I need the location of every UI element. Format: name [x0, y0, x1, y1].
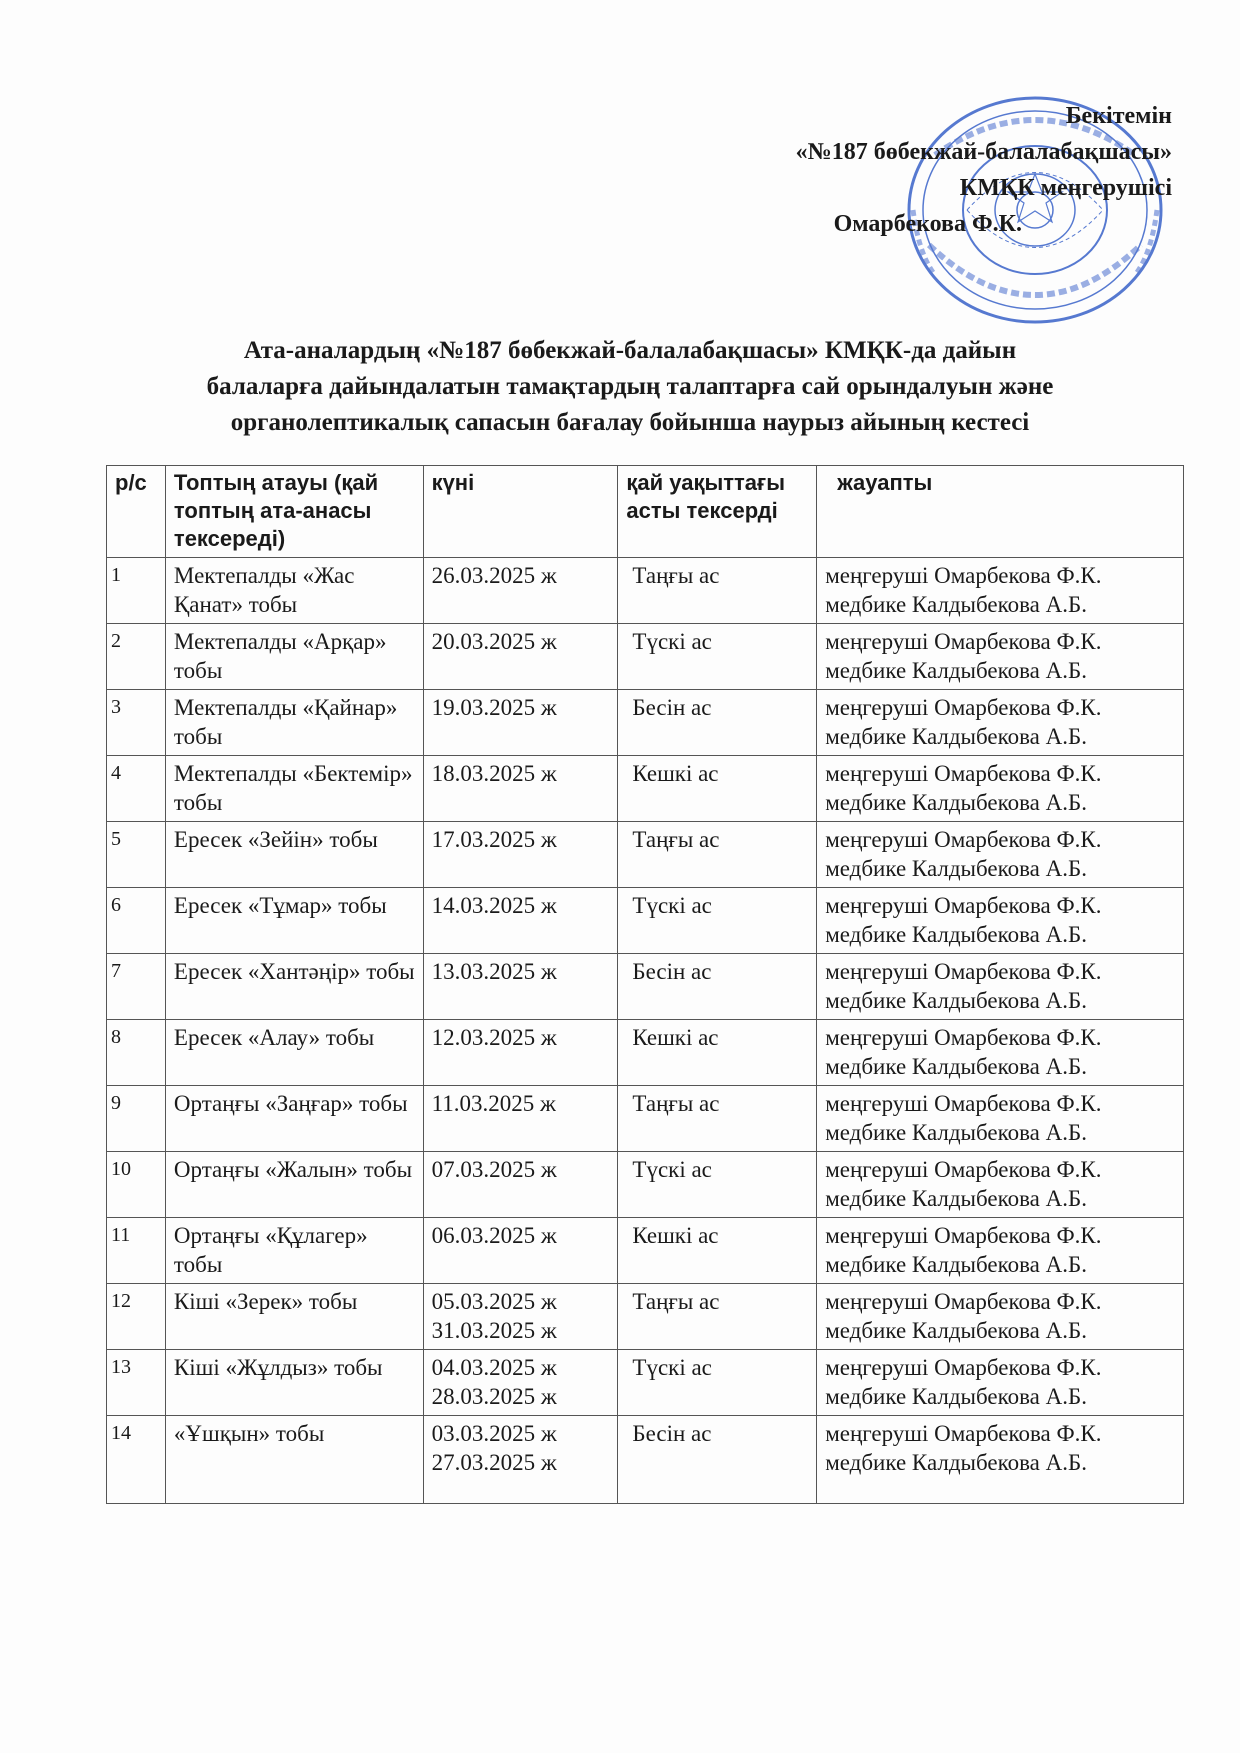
header-responsible: жауапты: [817, 466, 1184, 558]
responsible-persons: [817, 558, 1184, 624]
check-dates: [423, 756, 618, 822]
responsible-person: медбике Калдыбекова А.Б.: [825, 1318, 1087, 1343]
responsible-persons: [817, 1284, 1184, 1350]
meal-time: Кешкі ас: [618, 1020, 817, 1086]
table-header-row: [107, 466, 1184, 558]
title-line-3: органолептикалық сапасын бағалау бойынша наурыз айының кестесі: [230, 409, 1030, 436]
approval-line-2: «№187 бөбекжай-балалабақшасы»: [795, 139, 1172, 165]
table-row: [107, 624, 1184, 690]
row-number: 14: [107, 1416, 166, 1504]
check-dates: [423, 690, 618, 756]
responsible-person: меңгеруші Омарбекова Ф.К.: [825, 827, 1102, 852]
responsible-persons: [817, 1218, 1184, 1284]
header-num: р/с: [107, 466, 166, 558]
meal-time: Таңғы ас: [618, 1284, 817, 1350]
responsible-person: меңгеруші Омарбекова Ф.К.: [825, 1091, 1102, 1116]
responsible-person: меңгеруші Омарбекова Ф.К.: [825, 629, 1102, 654]
table-row: [107, 954, 1184, 1020]
row-number: 10: [107, 1152, 166, 1218]
responsible-persons: [817, 1416, 1184, 1504]
responsible-persons: [817, 888, 1184, 954]
responsible-persons: [817, 690, 1184, 756]
table-row: [107, 1416, 1184, 1504]
responsible-person: меңгеруші Омарбекова Ф.К.: [825, 893, 1102, 918]
group-name: «Ұшқын» тобы: [165, 1416, 423, 1504]
group-name: Ересек «Зейін» тобы: [165, 822, 423, 888]
responsible-persons: [817, 1086, 1184, 1152]
row-number: 11: [107, 1218, 166, 1284]
table-row: [107, 1020, 1184, 1086]
row-number: 5: [107, 822, 166, 888]
responsible-person: меңгеруші Омарбекова Ф.К.: [825, 1289, 1102, 1314]
row-number: 3: [107, 690, 166, 756]
responsible-person: меңгеруші Омарбекова Ф.К.: [825, 695, 1102, 720]
row-number: 13: [107, 1350, 166, 1416]
row-number: 12: [107, 1284, 166, 1350]
responsible-person: меңгеруші Омарбекова Ф.К.: [825, 1223, 1102, 1248]
responsible-person: меңгеруші Омарбекова Ф.К.: [825, 1421, 1102, 1446]
check-date: 11.03.2025 ж: [431, 1091, 556, 1116]
check-date: 19.03.2025 ж: [431, 695, 557, 720]
meal-time: Бесін ас: [618, 1416, 817, 1504]
title-line-1: Ата-аналардың «№187 бөбекжай-балалабақшасы» КМҚК-да дайын: [243, 337, 1017, 364]
responsible-person: меңгеруші Омарбекова Ф.К.: [825, 1157, 1102, 1182]
check-date: 13.03.2025 ж: [431, 959, 557, 984]
responsible-person: медбике Калдыбекова А.Б.: [825, 1054, 1087, 1079]
approval-line-4: Омарбекова Ф.К.: [833, 211, 1022, 237]
table-row: [107, 756, 1184, 822]
row-number: 9: [107, 1086, 166, 1152]
responsible-person: медбике Калдыбекова А.Б.: [825, 1186, 1087, 1211]
check-dates: [423, 558, 618, 624]
responsible-persons: [817, 1350, 1184, 1416]
row-number: 7: [107, 954, 166, 1020]
responsible-person: медбике Калдыбекова А.Б.: [825, 1252, 1087, 1277]
check-date: 07.03.2025 ж: [431, 1157, 557, 1182]
responsible-person: медбике Калдыбекова А.Б.: [825, 658, 1087, 683]
check-date: 12.03.2025 ж: [431, 1025, 557, 1050]
approval-line-1: Бекітемін: [1065, 103, 1172, 129]
responsible-person: медбике Калдыбекова А.Б.: [825, 922, 1087, 947]
check-dates: [423, 954, 618, 1020]
responsible-person: медбике Калдыбекова А.Б.: [825, 988, 1087, 1013]
check-date: 26.03.2025 ж: [431, 563, 557, 588]
check-date: 20.03.2025 ж: [431, 629, 557, 654]
responsible-persons: [817, 624, 1184, 690]
row-number: 6: [107, 888, 166, 954]
responsible-person: медбике Калдыбекова А.Б.: [825, 856, 1087, 881]
responsible-person: меңгеруші Омарбекова Ф.К.: [825, 761, 1102, 786]
table-row: [107, 1350, 1184, 1416]
approval-block: [796, 98, 1172, 242]
row-number: 1: [107, 558, 166, 624]
responsible-persons: [817, 954, 1184, 1020]
meal-time: Түскі ас: [618, 888, 817, 954]
table-row: [107, 690, 1184, 756]
header-date: күні: [423, 466, 618, 558]
group-name: Ересек «Хантәңір» тобы: [165, 954, 423, 1020]
responsible-person: медбике Калдыбекова А.Б.: [825, 1384, 1087, 1409]
table-row: [107, 888, 1184, 954]
group-name: Ересек «Тұмар» тобы: [165, 888, 423, 954]
table-row: [107, 822, 1184, 888]
responsible-persons: [817, 1152, 1184, 1218]
meal-time: Таңғы ас: [618, 558, 817, 624]
group-name: Мектепалды «Жас Қанат» тобы: [165, 558, 423, 624]
meal-time: Бесін ас: [618, 690, 817, 756]
row-number: 4: [107, 756, 166, 822]
table-row: [107, 1218, 1184, 1284]
check-dates: [423, 888, 618, 954]
table-row: [107, 1086, 1184, 1152]
check-date: 27.03.2025 ж: [431, 1450, 557, 1475]
meal-time: Түскі ас: [618, 624, 817, 690]
row-number: 8: [107, 1020, 166, 1086]
check-date: 18.03.2025 ж: [431, 761, 557, 786]
check-date: 31.03.2025 ж: [431, 1318, 557, 1343]
group-name: Мектепалды «Бектемір» тобы: [165, 756, 423, 822]
document-title: [130, 333, 1130, 441]
group-name: Кіші «Зерек» тобы: [165, 1284, 423, 1350]
meal-time: Түскі ас: [618, 1350, 817, 1416]
approval-line-3: КМҚК меңгерушісі: [959, 175, 1172, 201]
check-dates: [423, 1152, 618, 1218]
responsible-person: медбике Калдыбекова А.Б.: [825, 724, 1087, 749]
check-date: 14.03.2025 ж: [431, 893, 557, 918]
responsible-persons: [817, 1020, 1184, 1086]
row-number: 2: [107, 624, 166, 690]
check-dates: [423, 1416, 618, 1504]
meal-time: Таңғы ас: [618, 1086, 817, 1152]
group-name: Мектепалды «Қайнар» тобы: [165, 690, 423, 756]
table-row: [107, 558, 1184, 624]
meal-time: Бесін ас: [618, 954, 817, 1020]
group-name: Ересек «Алау» тобы: [165, 1020, 423, 1086]
table-row: [107, 1152, 1184, 1218]
group-name: Ортаңғы «Заңғар» тобы: [165, 1086, 423, 1152]
meal-time: Кешкі ас: [618, 756, 817, 822]
group-name: Кіші «Жұлдыз» тобы: [165, 1350, 423, 1416]
check-date: 06.03.2025 ж: [431, 1223, 557, 1248]
schedule-table: [106, 465, 1184, 1504]
check-dates: [423, 822, 618, 888]
check-dates: [423, 624, 618, 690]
check-dates: [423, 1350, 618, 1416]
responsible-person: медбике Калдыбекова А.Б.: [825, 592, 1087, 617]
check-date: 04.03.2025 ж: [431, 1355, 557, 1380]
responsible-person: медбике Калдыбекова А.Б.: [825, 1120, 1087, 1145]
table-row: [107, 1284, 1184, 1350]
group-name: Мектепалды «Арқар» тобы: [165, 624, 423, 690]
responsible-person: медбике Калдыбекова А.Б.: [825, 1450, 1087, 1475]
meal-time: Түскі ас: [618, 1152, 817, 1218]
responsible-person: меңгеруші Омарбекова Ф.К.: [825, 959, 1102, 984]
check-dates: [423, 1086, 618, 1152]
check-date: 17.03.2025 ж: [431, 827, 557, 852]
header-group: Топтың атауы (қай топтың ата-анасы тексереді): [165, 466, 423, 558]
group-name: Ортаңғы «Жалын» тобы: [165, 1152, 423, 1218]
responsible-persons: [817, 756, 1184, 822]
responsible-person: медбике Калдыбекова А.Б.: [825, 790, 1087, 815]
meal-time: Кешкі ас: [618, 1218, 817, 1284]
responsible-person: меңгеруші Омарбекова Ф.К.: [825, 563, 1102, 588]
responsible-persons: [817, 822, 1184, 888]
check-date: 03.03.2025 ж: [431, 1421, 557, 1446]
meal-time: Таңғы ас: [618, 822, 817, 888]
group-name: Ортаңғы «Құлагер» тобы: [165, 1218, 423, 1284]
check-date: 28.03.2025 ж: [431, 1384, 557, 1409]
header-meal: қай уақыттағы асты тексерді: [618, 466, 817, 558]
responsible-person: меңгеруші Омарбекова Ф.К.: [825, 1025, 1102, 1050]
check-dates: [423, 1020, 618, 1086]
check-date: 05.03.2025 ж: [431, 1289, 557, 1314]
responsible-person: меңгеруші Омарбекова Ф.К.: [825, 1355, 1102, 1380]
check-dates: [423, 1218, 618, 1284]
title-line-2: балаларға дайындалатын тамақтардың талаптарға сай орындалуын және: [206, 373, 1054, 400]
check-dates: [423, 1284, 618, 1350]
